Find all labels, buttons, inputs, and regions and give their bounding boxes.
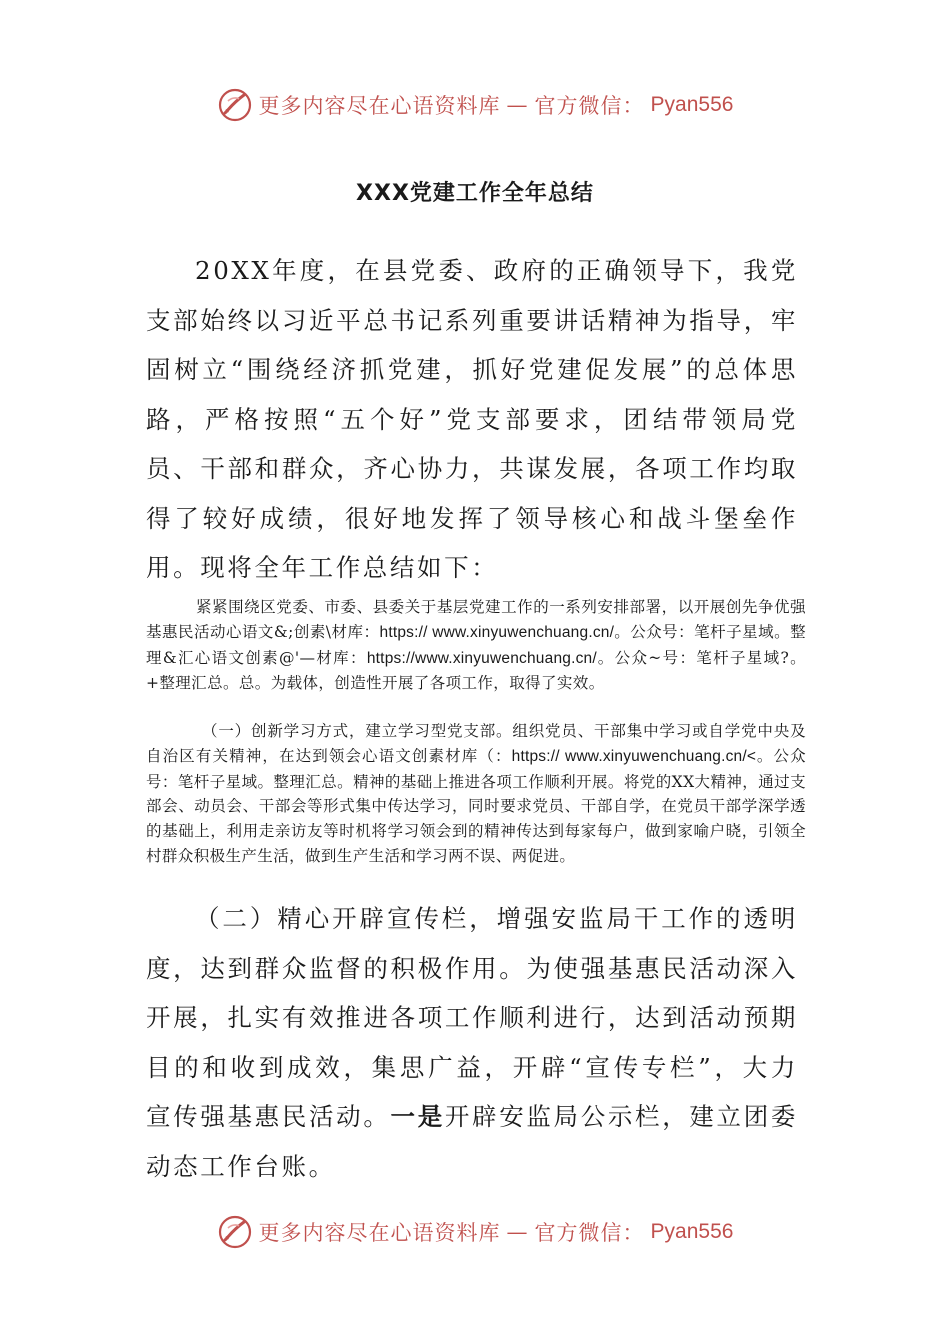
small-paragraph-1-url2: https://www.xinyuwenchuang.cn/ bbox=[366, 649, 597, 667]
document-title: XXX党建工作全年总结 bbox=[356, 181, 594, 206]
watermark-wechat-id: Pyan556 bbox=[650, 93, 734, 116]
small-paragraph-2-url: https:// www.xinyuwenchuang.cn/< bbox=[511, 747, 757, 765]
watermark-text: 更多内容尽在心语资料库 bbox=[258, 1221, 501, 1245]
small-paragraph-1-url1: https:// www.xinyuwenchuang.cn/ bbox=[379, 623, 615, 641]
watermark-label: 官方微信： bbox=[534, 94, 645, 118]
small-paragraph-1-part2: 。公众号：笔杆子星域。整理&汇心语文创素@'—材库： bbox=[146, 622, 806, 667]
section-two-emphasis: 一是 bbox=[390, 1102, 445, 1131]
watermark-label: 官方微信： bbox=[534, 1221, 645, 1245]
watermark-text: 更多内容尽在心语资料库 bbox=[258, 94, 501, 118]
section-two-part2: 开辟安监局公示栏，建立团委动态工作台账。 bbox=[146, 1102, 798, 1181]
section-two-paragraph bbox=[146, 894, 798, 1191]
intro-paragraph: 20XX年度，在县党委、政府的正确领导下，我党支部始终以习近平总书记系列重要讲话精神为指导，牢固树立“围绕经济抓党建，抓好党建促发展”的总体思路，严格按照“五个好”党支部要求，团结带领局党员、干部和群众，齐心协力，共谋发展，各项工作均取得了较好成绩，很好地发挥了领导核心和战斗堡垒作用。现将全年工作总结如下： bbox=[146, 256, 798, 582]
pen-logo-icon bbox=[217, 87, 253, 123]
watermark-wechat-id: Pyan556 bbox=[650, 1220, 734, 1243]
small-paragraph-1 bbox=[146, 595, 806, 696]
watermark-separator: — bbox=[506, 1220, 529, 1244]
footer-watermark bbox=[0, 1207, 950, 1257]
header-watermark bbox=[0, 80, 950, 130]
small-paragraph-1-part3: 。公众~号：笔杆子星域?。+整理汇总。总。为载体，创造性开展了各项工作，取得了实效。 bbox=[146, 648, 806, 693]
small-paragraph-2 bbox=[146, 719, 806, 869]
watermark-separator: — bbox=[506, 93, 529, 117]
small-paragraph-2-part1: （一）创新学习方式，建立学习型党支部。组织党员、干部集中学习或自学党中央及自治区有关精神，在达到领会心语文创素材库（： bbox=[146, 722, 806, 765]
pen-logo-icon bbox=[217, 1214, 253, 1250]
small-paragraph-1-part1: 紧紧围绕区党委、市委、县委关于基层党建工作的一系列安排部署，以开展创先争优强基惠民活动心语文&;创素\材库： bbox=[146, 598, 806, 641]
section-two-part1: （二）精心开辟宣传栏，增强安监局干工作的透明度，达到群众监督的积极作用。为使强基惠民活动深入开展，扎实有效推进各项工作顺利进行，达到活动预期目的和收到成效，集思广益，开辟“宣传专栏”，大力宣传强基惠民活动。 bbox=[146, 904, 798, 1131]
small-paragraph-2-part2: 。公众号：笔杆子星域。整理汇总。精神的基础上推进各项工作顺利开展。将党的XX大精神，通过支部会、动员会、干部会等形式集中传达学习，同时要求党员、干部自学，在党员干部学深学透的基础上，利用走亲访友等时机将学习领会到的精神传达到每家每户，做到家喻户晓，引领全村群众积极生产生活，做到生产生活和学习两不误、两促进。 bbox=[146, 746, 806, 865]
